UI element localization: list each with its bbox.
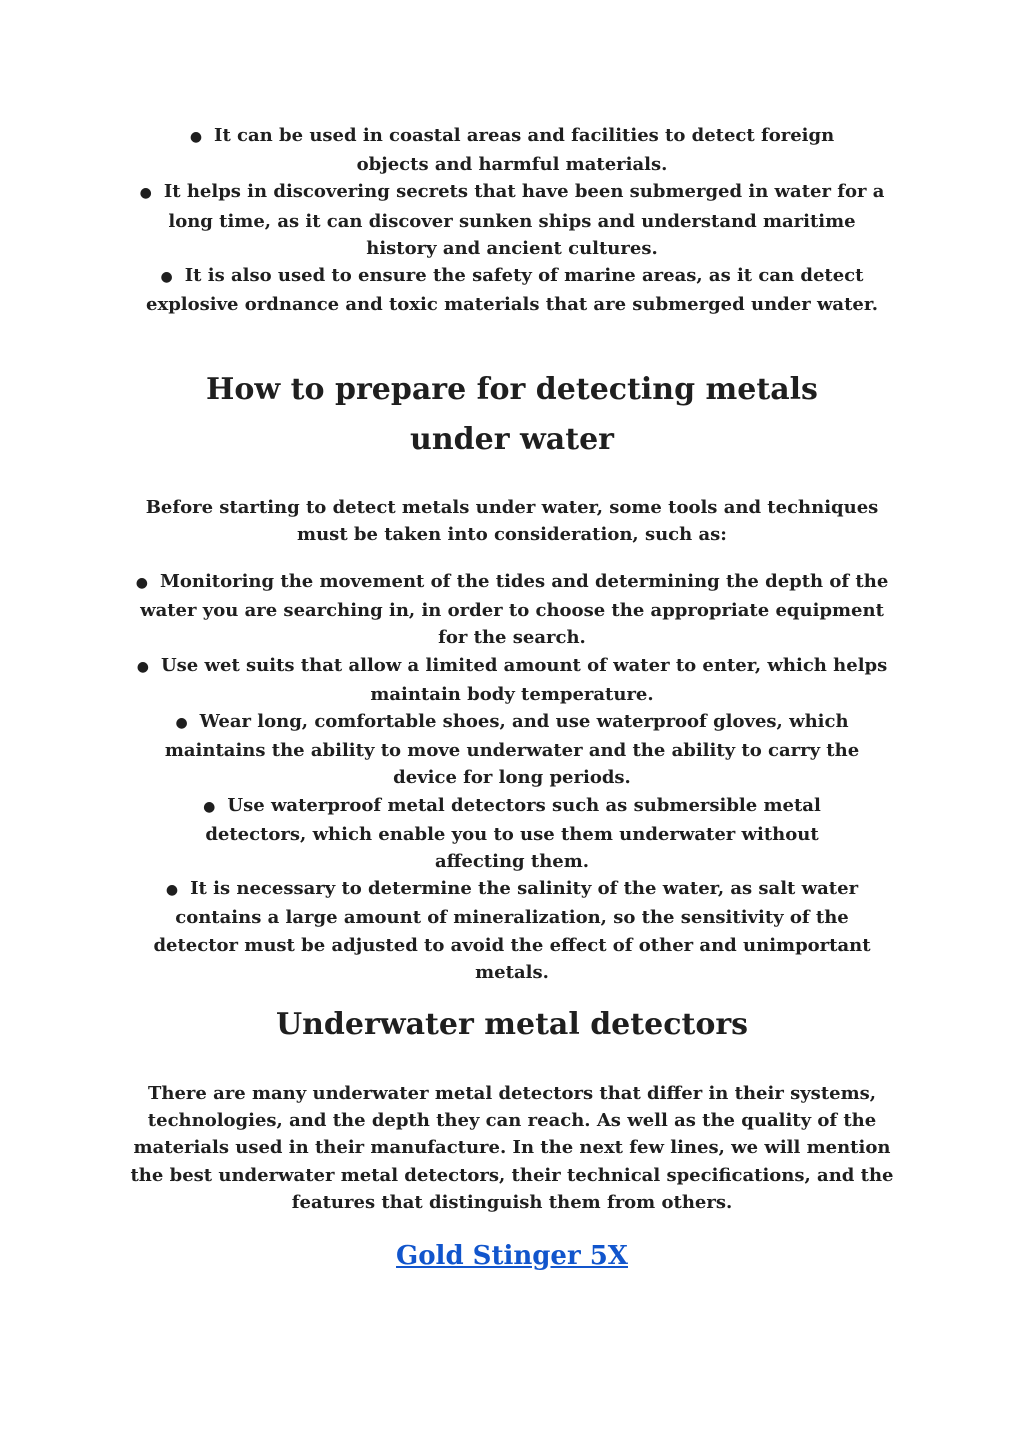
bullet-icon: ● (175, 715, 188, 732)
list-item (125, 708, 899, 792)
bullet-icon: ● (135, 575, 148, 591)
prepare-bullet-list (125, 568, 899, 986)
prepare-intro-paragraph: Before starting to detect metals under water, some tools and techniques must be taken into consideration, such as: (145, 497, 879, 546)
section-heading-detectors: Underwater metal detectors (275, 1007, 749, 1042)
list-item-text: It helps in discovering secrets that have been submerged in water for a long time, as it can discover sunken ships and understand maritime history and ancient cultures. (163, 181, 885, 259)
detectors-intro-container (125, 1080, 899, 1216)
list-item-text: Wear long, comfortable shoes, and use waterproof gloves, which maintains the ability to move underwater and the ability to carry the device for long periods. (164, 711, 860, 789)
list-item-text: Monitoring the movement of the tides and determining the depth of the water you are searching in, in order to choose the appropriate equipment for the search. (140, 571, 889, 649)
prepare-bullet-list-container (125, 568, 899, 986)
top-bullet-list-container (125, 122, 899, 318)
detectors-heading-container (125, 1000, 899, 1050)
bullet-icon: ● (139, 185, 152, 202)
prepare-intro-container (125, 494, 899, 548)
list-item (125, 178, 899, 262)
bullet-icon: ● (160, 269, 173, 286)
product-link-container (125, 1238, 899, 1274)
list-item (125, 262, 899, 318)
bullet-icon: ● (136, 658, 149, 675)
list-item (125, 568, 899, 652)
top-bullet-list (125, 122, 899, 318)
list-item (125, 875, 899, 986)
list-item (125, 652, 899, 708)
list-item-text: Use waterproof metal detectors such as submersible metal detectors, which enable you to use them underwater without affecting them. (205, 794, 821, 873)
list-item (125, 792, 899, 876)
list-item-text: It is necessary to determine the salinity of the water, as salt water contains a large amount of mineralization, so the sensitivity of the detector must be adjusted to avoid the effect of other and unimportant metals. (153, 878, 871, 983)
list-item-text: Use wet suits that allow a limited amount of water to enter, which helps maintain body temperature. (160, 654, 888, 705)
gold-stinger-link[interactable]: Gold Stinger 5X (396, 1241, 628, 1271)
detectors-intro-paragraph: There are many underwater metal detectors that differ in their systems, technologies, and the depth they can reach. As well as the quality of the materials used in their manufacture. In the next few lines, we will mention the best underwater metal detectors, their technical specifications, and the features that distinguish them from others. (130, 1083, 894, 1213)
prepare-heading-container (160, 365, 864, 465)
list-item-text: It is also used to ensure the safety of marine areas, as it can detect explosive ordnance and toxic materials that are submerged under water. (146, 265, 878, 316)
bullet-icon: ● (165, 882, 179, 899)
list-item-text: It can be used in coastal areas and facilities to detect foreign objects and harmful materials. (214, 125, 835, 176)
list-item (125, 122, 899, 178)
bullet-icon: ● (189, 129, 203, 145)
bullet-icon: ● (203, 798, 216, 815)
section-heading-prepare: How to prepare for detecting metals under water (206, 372, 818, 457)
